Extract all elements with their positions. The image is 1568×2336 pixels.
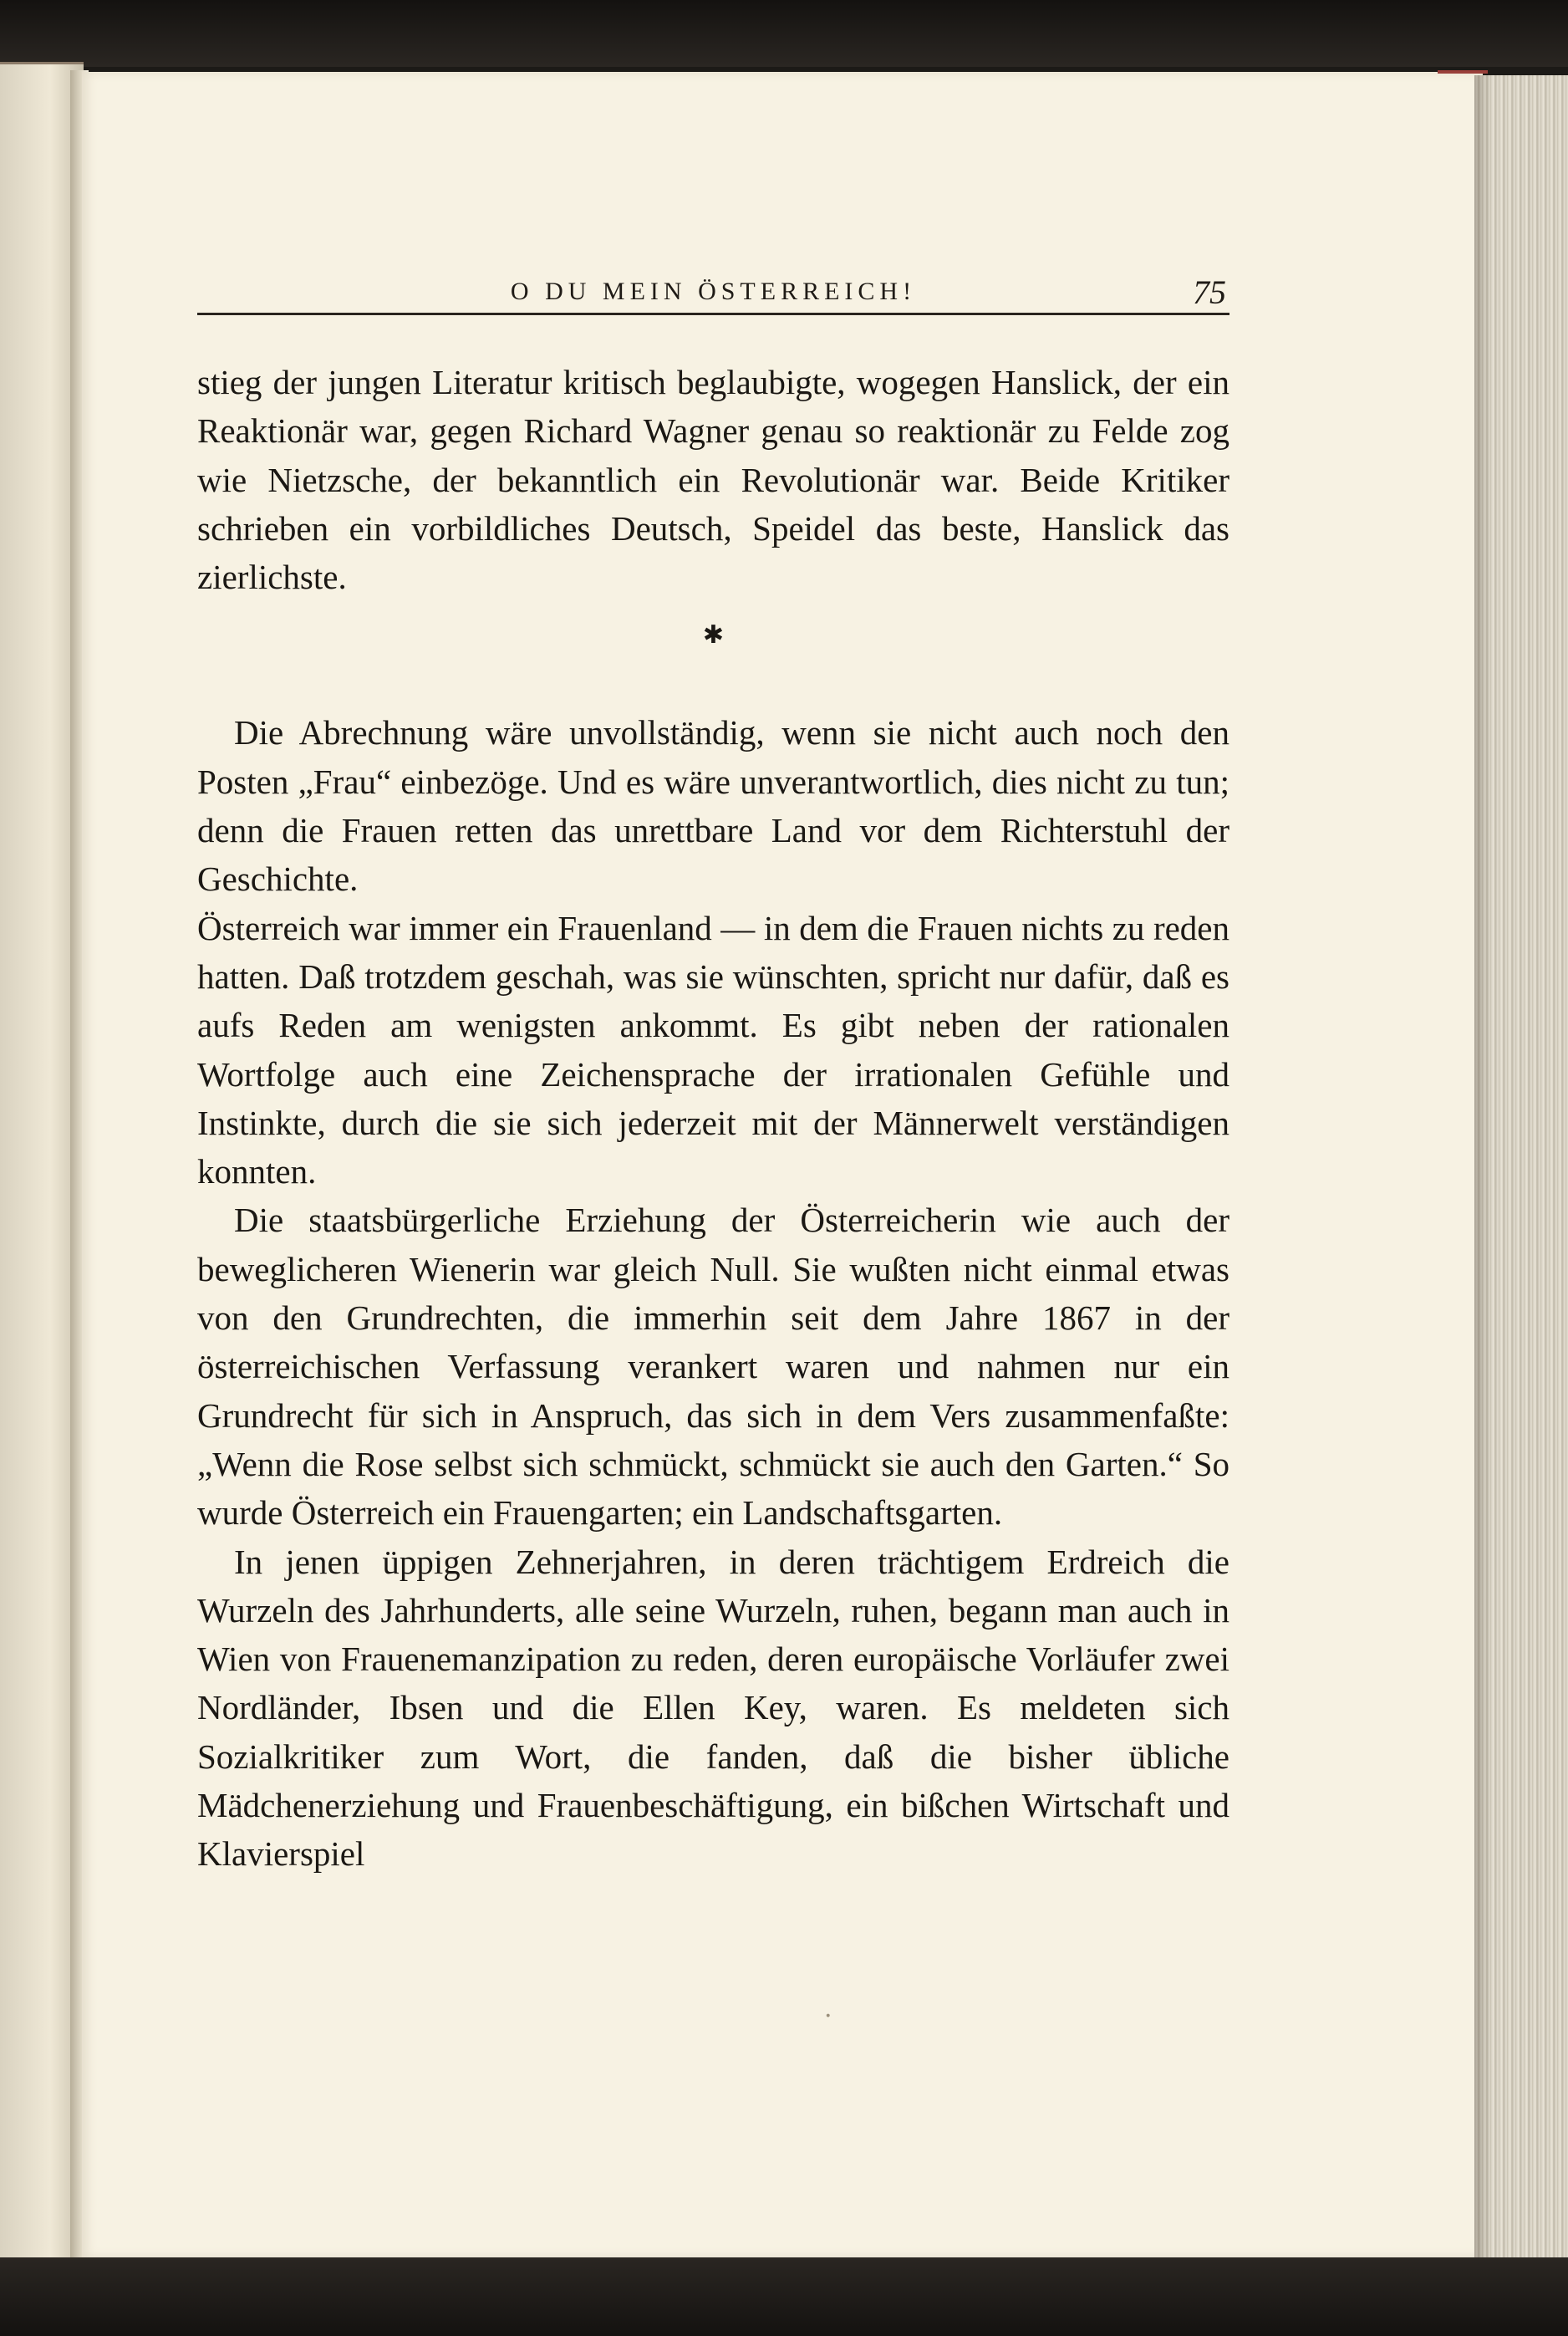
paragraph: Die Abrechnung wäre unvollständig, wenn sie nicht auch noch den Posten „Frau“ einbezöge. Und es wäre unverantwortlich, dies nicht zu tun; denn die Frauen retten das unrettbare Land vor dem Richterstuhl der Geschichte. xyxy=(197,713,1229,899)
body-text xyxy=(197,358,1229,1879)
paragraph: Die staatsbürgerliche Erziehung der Österreicherin wie auch der beweglicheren Wienerin war gleich Null. Sie wußten nicht einmal etwas von den Grundrechten, die immerhin seit dem Jahre 1867 in der österreichischen Verfassung verankert waren und nahmen nur ein Grundrecht für sich in Anspruch, das sich in dem Vers zusammenfaßte: „Wenn die Rose selbst sich schmückt, schmückt sie auch den Garten.“ So wurde Österreich ein Frauengarten; ein Landschaftsgarten. xyxy=(197,1201,1229,1533)
running-title: O DU MEIN ÖSTERREICH! xyxy=(510,278,917,305)
section-break-ornament: ✱ xyxy=(702,621,725,650)
scan-background-bottom xyxy=(0,2257,1568,2336)
page-stack-shadow xyxy=(1474,75,1491,2266)
ink-blot-mark: · xyxy=(824,2002,832,2031)
paragraph: In jenen üppigen Zehnerjahren, in deren trächtigem Erdreich die Wurzeln des Jahrhunderts, alle seine Wurzeln, ruhen, begann man auch in Wien von Frauenemanzipation zu reden, deren europäische Vorläufer zwei Nordländer, Ibsen und die Ellen Key, waren. Es meldeten sich Sozialkritiker zum Wort, die fanden, daß die bisher übliche Mädchenerziehung und Frauenbeschäftigung, ein bißchen Wirtschaft und Klavierspiel xyxy=(197,1542,1229,1874)
paragraph: Österreich war immer ein Frauenland — in dem die Frauen nichts zu reden hatten. Daß trotzdem geschah, was sie wünschten, spricht nur dafür, daß es aufs Reden am wenigsten ankommt. Es gibt neben der rationalen Wortfolge auch eine Zeichensprache der irrationalen Gefühle und Instinkte, durch die sie sich jederzeit mit der Männerwelt verständigen konnten. xyxy=(197,908,1229,1191)
running-head xyxy=(197,271,1229,313)
paragraph: stieg der jungen Literatur kritisch beglaubigte, wogegen Hanslick, der ein Reaktionär war, gegen Richard Wagner genau so reaktionär zu Felde zog wie Nietzsche, der bekanntlich ein Revolutionär war. Beide Kritiker schrieben ein vorbildliches Deutsch, Speidel das beste, Hanslick das zierlichste. xyxy=(197,363,1229,597)
page-edge-mark xyxy=(1438,70,1488,74)
page-number: 75 xyxy=(1193,273,1226,311)
header-rule xyxy=(197,313,1229,315)
scan-background-top xyxy=(0,0,1568,67)
